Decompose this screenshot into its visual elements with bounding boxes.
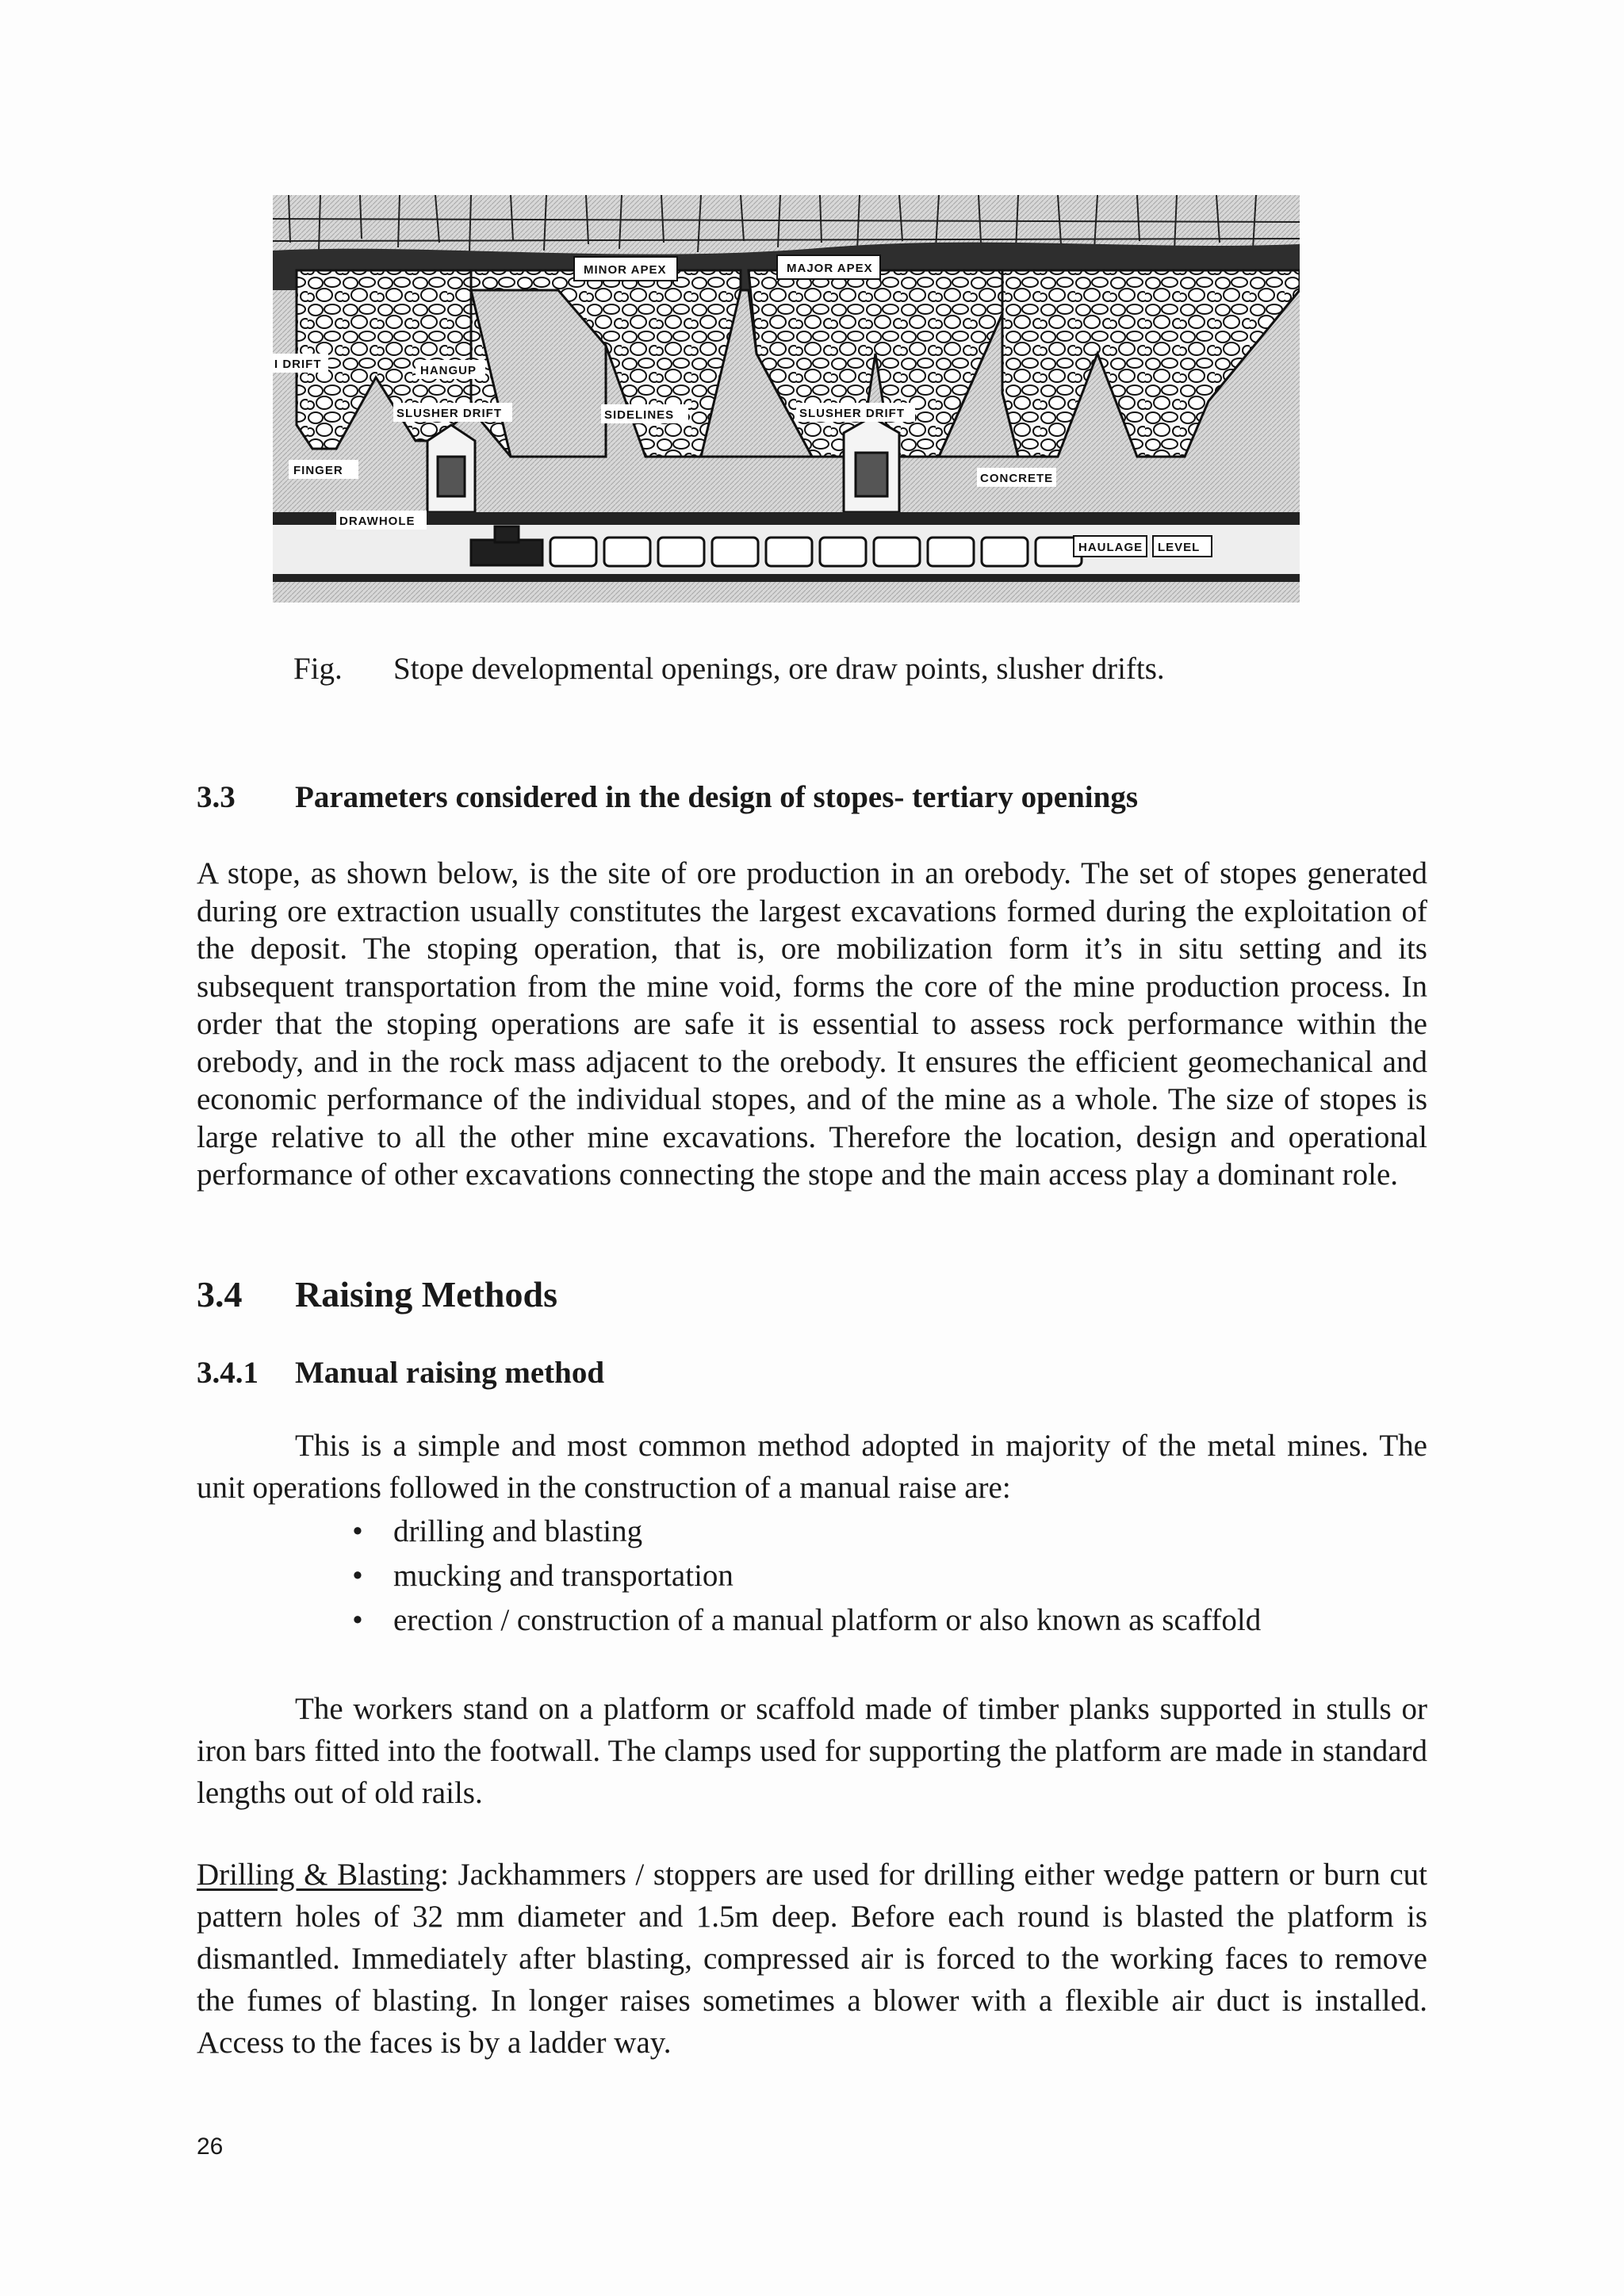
label-sidelines: SIDELINES [604,408,675,422]
label-minor-apex: MINOR APEX [584,263,667,277]
label-haulage: HAULAGE [1078,541,1143,554]
section-3-3-heading [197,777,1138,818]
section-number: 3.4.1 [197,1356,259,1390]
section-title: Manual raising method [295,1356,605,1390]
drilling-blasting-paragraph [197,1854,1427,2064]
stope-figure [273,195,1300,603]
label-drift: I DRIFT [274,358,322,371]
section-number: 3.4 [197,1274,243,1314]
stope-diagram [273,195,1300,603]
section-3-4-heading [197,1271,557,1318]
drilling-blasting-heading: Drilling & Blasting [197,1858,441,1892]
list-item: • erection / construction of a manual platform or also known as scaffold [346,1598,1456,1643]
label-finger: FINGER [293,464,343,477]
bullet-icon: • [352,1514,363,1548]
label-slusher-drift-right: SLUSHER DRIFT [799,407,905,420]
label-level: LEVEL [1158,541,1201,554]
label-hangup: HANGUP [420,364,477,377]
stope-paragraph: A stope, as shown below, is the site of ore production in an orebody. The set of stopes generated during ore extraction usually constitutes the largest excavations formed during the exploitation of the deposit. The stoping operation, that is, ore mobilization form it’s in situ setting and its subsequent transportation from the mine void, forms the core of the mine production process. In order that the stoping operations are safe it is essential to assess rock performance within the orebody, and in the rock mass adjacent to the orebody. It ensures the efficient geomechanical and economic performance of the individual stopes, and of the mine as a whole. The size of stopes is large relative to all the other mine excavations. Therefore the location, design and operational performance of other excavations connecting the stope and the main access play a dominant role. [197,856,1427,1192]
bullet-icon: • [352,1559,363,1593]
label-drawhole: DRAWHOLE [339,515,416,528]
section-3-4-1-heading [197,1353,604,1394]
unit-operations-list [346,1510,1456,1643]
label-slusher-drift-left: SLUSHER DRIFT [396,407,502,420]
section-number: 3.3 [197,780,236,814]
section-title: Raising Methods [295,1274,557,1314]
manual-raise-intro: This is a simple and most common method adopted in majority of the metal mines. The unit operations followed in the construction of a manual raise are: [197,1429,1427,1505]
page-number: 26 [197,2133,224,2160]
list-item: • drilling and blasting [346,1510,1456,1554]
label-concrete: CONCRETE [980,472,1054,485]
caption-text: Stope developmental openings, ore draw points, slusher drifts. [393,652,1165,686]
label-major-apex: MAJOR APEX [787,262,873,275]
bullet-icon: • [352,1603,363,1637]
list-item: • mucking and transportation [346,1554,1456,1598]
figure-caption [293,649,1324,690]
caption-number: Fig. [293,652,343,686]
section-title: Parameters considered in the design of stopes- tertiary openings [295,780,1138,814]
platform-paragraph: The workers stand on a platform or scaffold made of timber planks supported in stulls or iron bars fitted into the footwall. The clamps used for supporting the platform are made in standard lengths out of old rails. [197,1692,1427,1810]
drilling-blasting-text: : Jackhammers / stoppers are used for drilling either wedge pattern or burn cut pattern holes of 32 mm diameter and 1.5m deep. Before each round is blasted the platform is dismantled. Immediately after blasting, compressed air is forced to the working faces to remove the fumes of blasting. In longer raises sometimes a blower with a flexible air duct is installed. Access to the faces is by a ladder way. [197,1858,1427,2060]
